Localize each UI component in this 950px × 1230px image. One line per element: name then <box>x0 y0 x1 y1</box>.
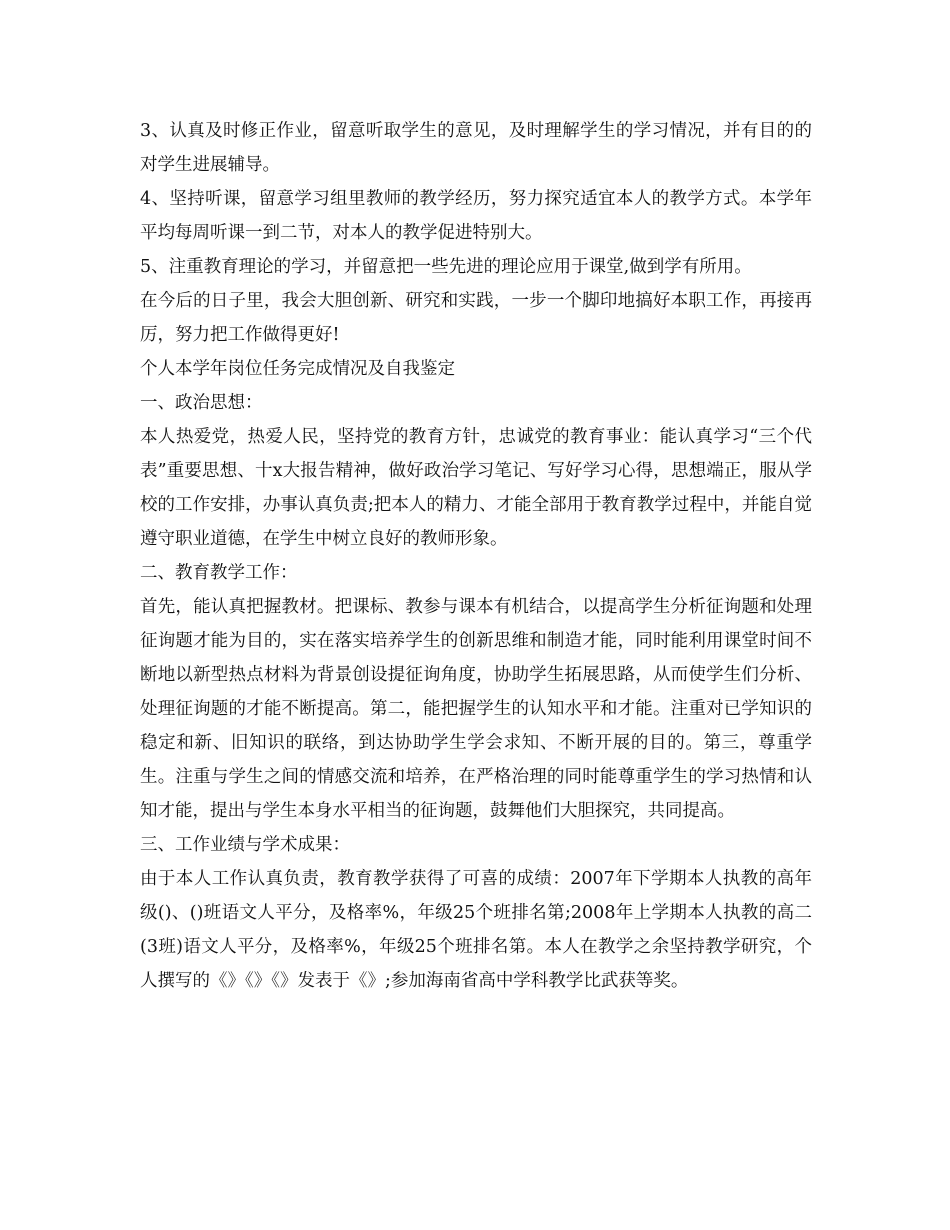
section-title: 个人本学年岗位任务完成情况及自我鉴定 <box>140 359 455 379</box>
closing-paragraph: 在今后的日子里，我会大胆创新、研究和实践，一步一个脚印地搞好本职工作，再接再厉，努力把工作做得更好! <box>140 291 812 345</box>
paragraph-teaching-work: 首先，能认真把握教材。把课标、教参与课本有机结合，以提高学生分析征询题和处理征询题才能为目的，实在落实培养学生的创新思维和制造才能，同时能利用课堂时间不断地以新型热点材料为背景创设提征询角度，协助学生拓展思路，从而使学生们分析、处理征询题的才能不断提高。第二，能把握学生的认知水平和才能。注重对已学知识的稳定和新、旧知识的联络，到达协助学生学会求知、不断开展的目的。第三，尊重学生。注重与学生之间的情感交流和培养，在严格治理的同时能尊重学生的学习热情和认知才能，提出与学生本身水平相当的征询题，鼓舞他们大胆探究，共同提高。 <box>140 597 812 821</box>
paragraph-item-5: 5、注重教育理论的学习，并留意把一些先进的理论应用于课堂,做到学有所用。 <box>140 257 752 277</box>
heading-political-thought: 一、政治思想： <box>140 393 263 413</box>
paragraph-item-3: 3、认真及时修正作业，留意听取学生的意见，及时理解学生的学习情况，并有目的的对学生进展辅导。 <box>140 121 812 175</box>
paragraph-achievements: 由于本人工作认真负责，教育教学获得了可喜的成绩：2007年下学期本人执教的高年级()、()班语文人平分，及格率%，年级25个班排名第;2008年上学期本人执教的高二(3班)语文人平分，及格率%，年级25个班排名第。本人在教学之余坚持教学研究，个人撰写的《》《》《》发表于《》;参加海南省高中学科教学比武获等奖。 <box>140 869 812 991</box>
paragraph-political-thought: 本人热爱党，热爱人民，坚持党的教育方针，忠诚党的教育事业：能认真学习“三个代表”重要思想、十x大报告精神，做好政治学习笔记、写好学习心得，思想端正，服从学校的工作安排，办事认真负责;把本人的精力、才能全部用于教育教学过程中，并能自觉遵守职业道德，在学生中树立良好的教师形象。 <box>140 427 812 549</box>
paragraph-item-4: 4、坚持听课，留意学习组里教师的教学经历，努力探究适宜本人的教学方式。本学年平均每周听课一到二节，对本人的教学促进特别大。 <box>140 189 812 243</box>
heading-teaching-work: 二、教育教学工作： <box>140 563 298 583</box>
document-body <box>140 114 812 998</box>
heading-achievements: 三、工作业绩与学术成果： <box>140 835 350 855</box>
